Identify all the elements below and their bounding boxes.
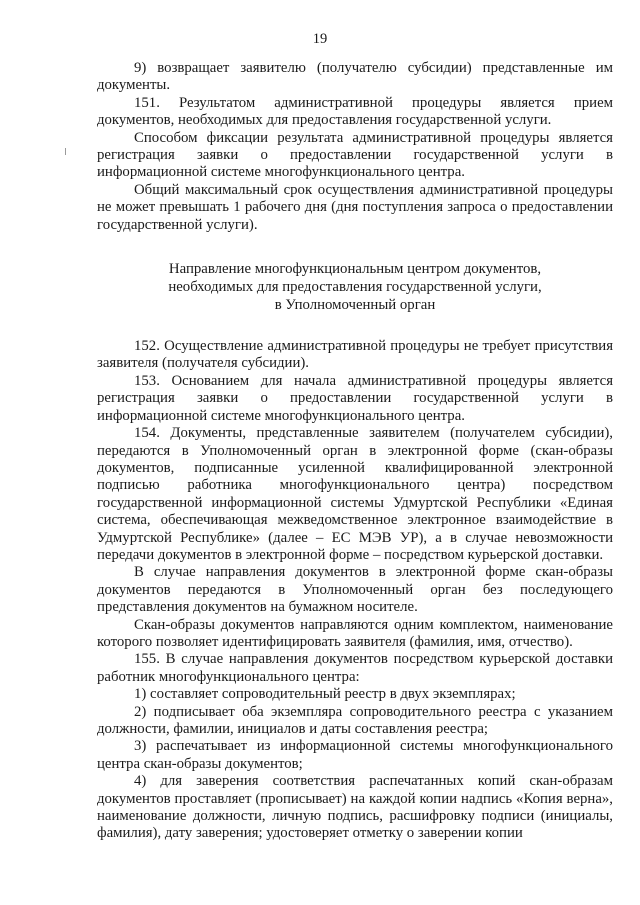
paragraph-fixation-method: Способом фиксации результата административной процедуры является регистрация заявки о предоставлении государственной услуги в информационной системе многофункционального центра. bbox=[97, 129, 613, 181]
section-heading bbox=[97, 260, 613, 314]
paragraph-155: 155. В случае направления документов посредством курьерской доставки работник многофункционального центра: bbox=[97, 651, 613, 685]
margin-mark bbox=[65, 148, 66, 155]
section-heading-line-2: необходимых для предоставления государственной услуги, bbox=[168, 279, 542, 296]
paragraph-154: 154. Документы, представленные заявителем (получателем субсидии), передаются в Уполномоченный орган в электронной форме (скан-образы документов, подписанные усиленной квалифицированной электронной подписью работника многофункционального центра) посредством государственной информационной системы Удмуртской Республики «Единая система, обеспечивающая межведомственное электронное взаимодействие в Удмуртской Республике» (далее – ЕС МЭВ УР), а в случае невозможности передачи документов в электронной форме – посредством курьерской доставки. bbox=[97, 425, 613, 563]
page-number: 19 bbox=[312, 31, 328, 47]
paragraph-max-duration: Общий максимальный срок осуществления административной процедуры не может превышать 1 рабочего дня (дня поступления запроса о предоставлении государственной услуги). bbox=[97, 181, 613, 233]
list-item-3: 3) распечатывает из информационной системы многофункционального центра скан-образы документов; bbox=[97, 738, 613, 772]
paragraph-electronic-form: В случае направления документов в электронной форме скан-образы документов передаются в Уполномоченный орган без последующего представления документов на бумажном носителе. bbox=[97, 564, 613, 616]
paragraph-item-9: 9) возвращает заявителю (получателю субсидии) представленные им документы. bbox=[97, 60, 613, 94]
paragraph-153: 153. Основанием для начала административной процедуры является регистрация заявки о предоставлении государственной услуги в информационной системе многофункционального центра. bbox=[97, 372, 613, 424]
document-body bbox=[97, 60, 613, 843]
list-item-4: 4) для заверения соответствия распечатанных копий скан-образам документов проставляет (прописывает) на каждой копии надпись «Копия верна», наименование должности, личную подпись, расшифровку подписи (инициалы, фамилия), дату заверения; удостоверяет отметку о заверении копии bbox=[97, 773, 613, 842]
section-heading-line-1: Направление многофункциональным центром документов, bbox=[168, 261, 542, 278]
section-heading-line-3: в Уполномоченный орган bbox=[274, 297, 436, 314]
list-item-1: 1) составляет сопроводительный реестр в двух экземплярах; bbox=[134, 686, 516, 703]
list-item-2: 2) подписывает оба экземпляра сопроводительного реестра с указанием должности, фамилии, инициалов и даты составления реестра; bbox=[97, 703, 613, 737]
paragraph-151: 151. Результатом административной процедуры является прием документов, необходимых для предоставления государственной услуги. bbox=[97, 94, 613, 129]
paragraph-152: 152. Осуществление административной процедуры не требует присутствия заявителя (получателя субсидии). bbox=[97, 338, 613, 372]
paragraph-single-set: Скан-образы документов направляются одним комплектом, наименование которого позволяет идентифицировать заявителя (фамилия, имя, отчество). bbox=[97, 616, 613, 650]
